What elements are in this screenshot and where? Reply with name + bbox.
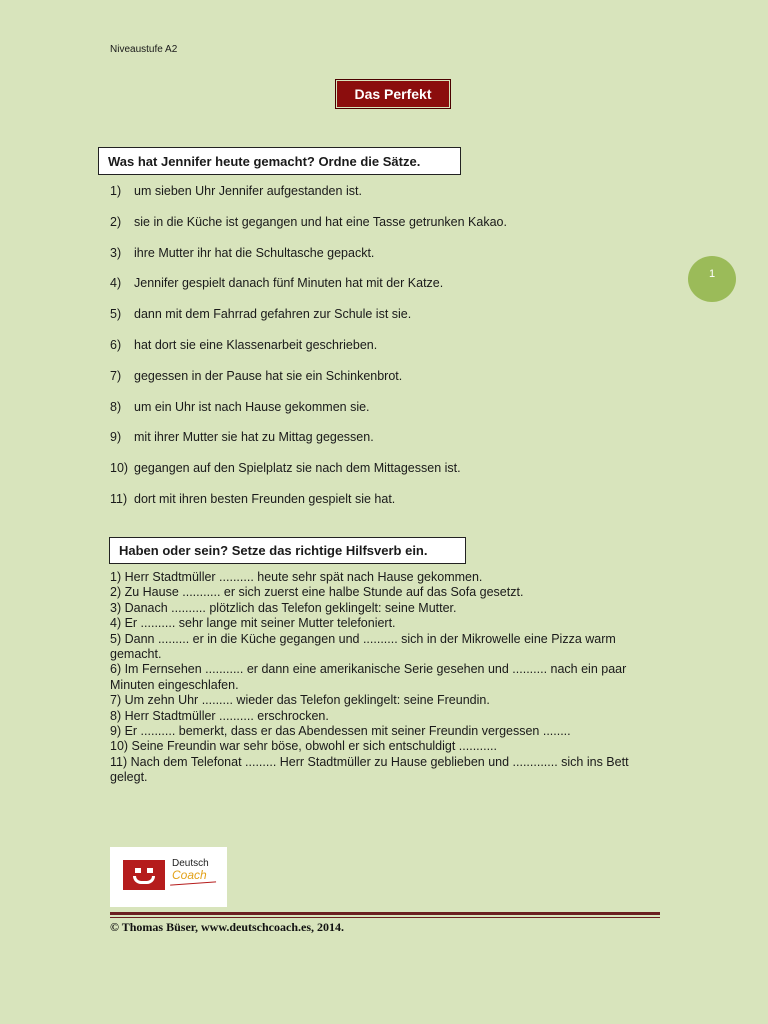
list-item: 11) dort mit ihren besten Freunden gespielt sie hat. [110, 491, 396, 506]
list-item: 5) Dann ......... er in die Küche gegangen und .......... sich in der Mikrowelle eine Pizza warm gemacht. [110, 631, 616, 662]
list-item: 4) Er .......... sehr lange mit seiner Mutter telefoniert. [110, 616, 396, 631]
footer-divider [110, 912, 660, 915]
smiley-icon [123, 860, 165, 890]
page-title: Das Perfekt [337, 81, 449, 107]
list-item: 7) Um zehn Uhr ......... wieder das Telefon geklingelt: seine Freundin. [110, 693, 490, 708]
list-item: 8) um ein Uhr ist nach Hause gekommen sie. [110, 399, 370, 414]
logo-text-deutsch: Deutsch [172, 858, 209, 869]
list-item: 3) Danach .......... plötzlich das Telefon geklingelt: seine Mutter. [110, 600, 457, 615]
list-item: 1) Herr Stadtmüller .......... heute sehr spät nach Hause gekommen. [110, 570, 483, 584]
list-item: 7) gegessen in der Pause hat sie ein Schinkenbrot. [110, 368, 403, 383]
list-item: 9) Er .......... bemerkt, dass er das Abendessen mit seiner Freundin vergessen ........ [110, 724, 571, 739]
logo-text-coach: Coach [172, 868, 207, 882]
copyright-text: © Thomas Büser, www.deutschcoach.es, 2014. [110, 920, 344, 934]
list-item: 4) Jennifer gespielt danach fünf Minuten hat mit der Katze. [110, 276, 444, 291]
list-item: 2) sie in die Küche ist gegangen und hat eine Tasse getrunken Kakao. [110, 214, 507, 229]
task2-list [110, 570, 660, 786]
deutschcoach-logo [110, 847, 227, 907]
footer-divider-thin [110, 917, 660, 918]
list-item: 3) ihre Mutter ihr hat die Schultasche gepackt. [110, 245, 375, 260]
page-number-badge: 1 [688, 256, 736, 302]
list-item: 11) Nach dem Telefonat ......... Herr Stadtmüller zu Hause geblieben und ............. sich ins Bett gelegt. [110, 754, 629, 785]
task2-instruction: Haben oder sein? Setze das richtige Hilfsverb ein. [109, 537, 466, 564]
list-item: 6) hat dort sie eine Klassenarbeit geschrieben. [110, 337, 378, 352]
list-item: 10) Seine Freundin war sehr böse, obwohl er sich entschuldigt ........... [110, 739, 498, 754]
task1-instruction: Was hat Jennifer heute gemacht? Ordne die Sätze. [98, 147, 461, 175]
list-item: 1) um sieben Uhr Jennifer aufgestanden ist. [110, 184, 362, 198]
task1-list [110, 184, 507, 523]
list-item: 2) Zu Hause ........... er sich zuerst eine halbe Stunde auf das Sofa gesetzt. [110, 585, 524, 600]
level-label: Niveaustufe A2 [110, 44, 178, 55]
list-item: 8) Herr Stadtmüller .......... erschrocken. [110, 708, 329, 723]
list-item: 10) gegangen auf den Spielplatz sie nach dem Mittagessen ist. [110, 461, 461, 476]
list-item: 5) dann mit dem Fahrrad gefahren zur Schule ist sie. [110, 307, 412, 322]
list-item: 9) mit ihrer Mutter sie hat zu Mittag gegessen. [110, 430, 374, 445]
list-item: 6) Im Fernsehen ........... er dann eine amerikanische Serie gesehen und .......... nach ein paar Minuten eingeschlafen. [110, 662, 627, 692]
